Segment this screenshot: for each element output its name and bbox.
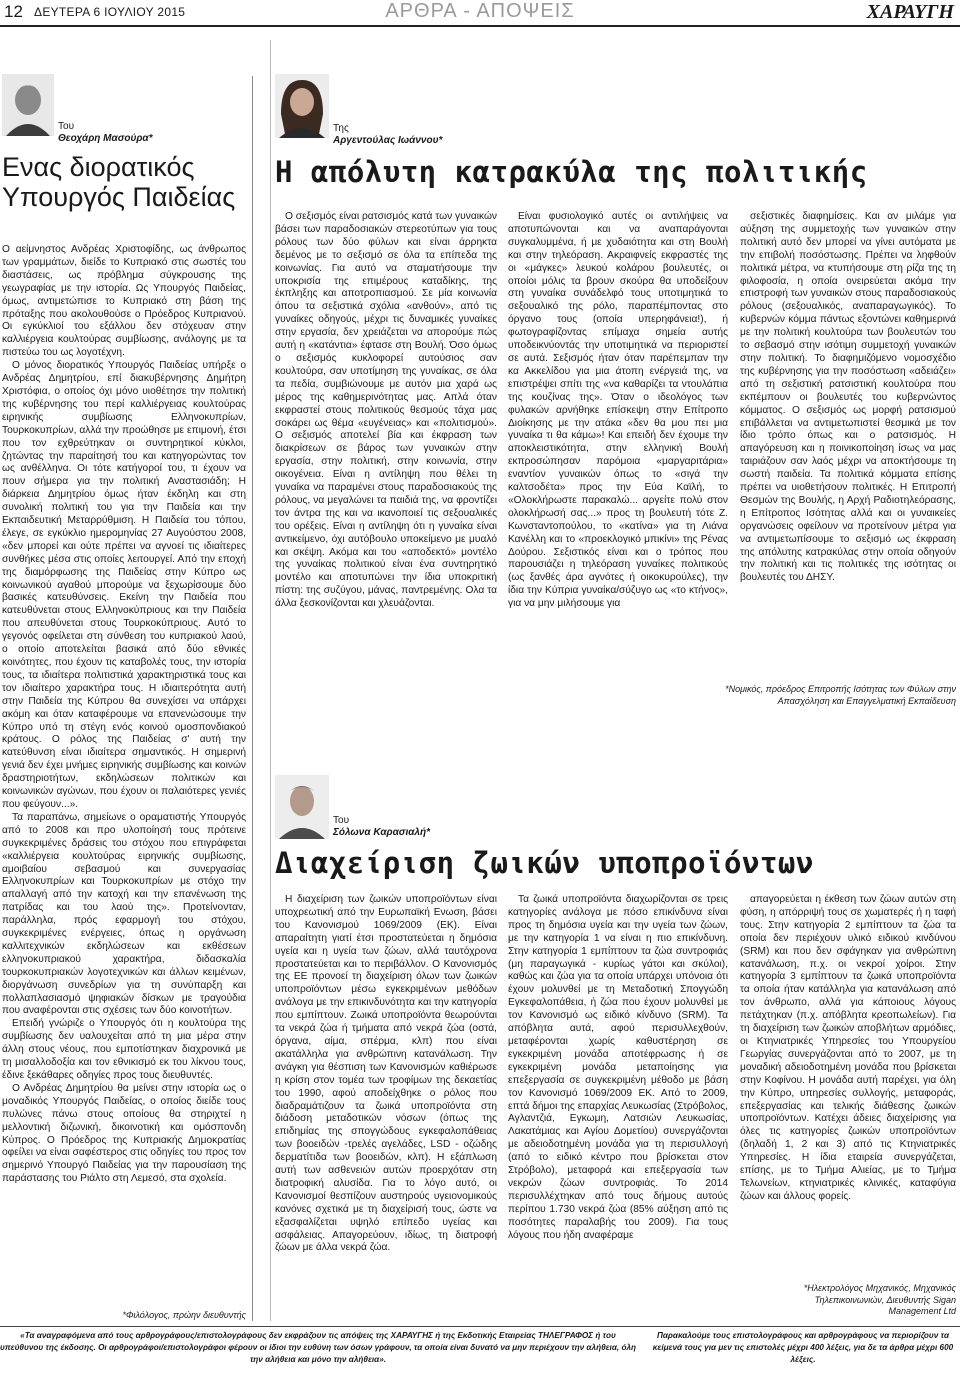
paragraph: Ο μόνος διορατικός Υπουργός Παιδείας υπήρξε ο Ανδρέας Δημητρίου, επί διακυβέρνησης Δημήτρη Χριστόφια, ο οποίος όχι μόνο υιοθέτησε την πολιτική της κυβέρνησης του περί καλλιέργειας κουλτούρας ειρηνικής συμβίωσης Ελληνοκυπρίων, Τουρκοκυπρίων, αλλά την προώθησε με επιμονή, έτσι που τον εχθρεύτηκαν οι συντηρητικοί κύκλοι, ζητώντας την παραίτησή του και κατηγορώντας τον ως ανθέλληνα. Οι τότε κατήγοροί του, τι έχουν να πουν σήμερα για την πολιτική Αναστασιάδη; Η διάρκεια Δημητρίου όμως ήταν έκδηλη και στη συνολική πολιτική του για την Παιδεία και την Εκπαιδευτική Μεταρρύθμιση. Η Παιδεία του τόπου, έλεγε, σε εγκύκλιο ημερομηνίας 27 Αυγούστου 2008, «δεν μπορεί και ούτε πρέπει να αγνοεί τις ιδιαίτερες συνθήκες μέσα στις οποίες λειτουργεί. Από την εποχή της διαμόρφωσης της Παιδείας στην Κύπρο ως κοινωνικού αγαθού μπορούμε να ξεχωρίσουμε δύο βασικές κατευθύνσεις. Εκείνη την Παιδεία που κατευθύνεται στους Ελληνοκύπριους και την Παιδεία που απευθύνεται στους Τουρκοκύπριους. Αυτό το γεγονός οφείλεται στη σύνθεση του κυπριακού λαού, ο οποίο αποτελείται βασικά από δύο εθνικές κοινότητες, που έχουν τις καταβολές τους, την ιστορία τους, τα ιδιαίτερα πολιτιστικά χαρακτηριστικά τους και τον ιδιαίτερο χαρακτήρα τους. Η ιδιαιτερότητα αυτή στην Παιδεία της Κύπρου θα συνεχίσει να υπάρχει ακόμη και όταν καταφέρουμε να επανενώσουμε την Κύπρο υπό τη στέγη ενός κοινού ομοσπονδιακού κράτους. Ο ρόλος της Παιδείας σ' αυτή την κατεύθυνση είναι ιδιαίτερα σημαντικός. Η σημερινή γενιά δεν έχει μνήμες ειρηνικής συμβίωσης και κοινών δραστηριοτήτων, εκδηλώσεων πολιτικών και κοινωνικών αγώνων, που έχουν οι παλαιότερες γενιές που φεύγουν...». xyxy=(2,360,246,810)
article-column xyxy=(508,211,728,716)
section-title: ΑΡΘΡΑ - ΑΠΟΨΕΙΣ xyxy=(385,0,575,22)
column-divider xyxy=(270,40,271,1321)
footer-request: Παρακαλούμε τους επιστολογράφους και αρθρογράφους να περιορίζουν τα κείμενά τους για μεν τις επιστολές μέχρι 400 λέξεις, για δε τα άρθρα μέχρι 600 λέξεις. xyxy=(652,1331,954,1364)
article-column xyxy=(275,894,497,1322)
paragraph: σεξιστικές διαφημίσεις. Και αν μιλάμε για αύξηση της συμμετοχής των γυναικών στην πολιτική αυτό δεν μπορεί να γίνει αυτόματα με την επιβολή ποσόστωσης. Πρέπει να ληφθούν πολιτικά μέτρα, να κτυπήσουμε στη ρίζα της τη φιλοφοσία, η οποία ονειρεύεται ακόμα την επιστροφή των γυναικών στους παραδοσιακούς ρόλους (σεξουαλικός, αναπαραγωγικός). Το κυβερνών κόμμα πάντως εξοντώνει καθημερινά με την πολιτική κουλτούρα των βουλευτών του το σεβασμό στην ισότιμη συμμετοχή γυναικών στην πολιτική. Το διαφημιζόμενο νομοσχέδιο της κυβέρνησης για την ποσόστωση «αδειάζει» από τη σεξιστική ρατσιστική κουλτούρα που εκπέμπουν οι βουλευτές του κυβερνώντος κόμματος. Ο σεξισμός ως μορφή ρατσισμού επιβάλλεται να αντιμετωπιστεί θεσμικά με τον ίδιο τρόπο όπως και ο ρατσισμός. Η απαγόρευση και η ποινικοποίηση ίσως να μας ταιριάζουν σαν λαός μέχρι να αποκτήσουμε τη σωστή παιδεία. Τα πολιτικά κόμματα επίσης πρέπει να υιοθετήσουν πολιτικές. Η Επιτροπή Θεσμών της Βουλής, η Αρχή Ραδιοτηλεόρασης, η Επίτροπος Ισότητας αλλά και οι γυναικείες οργανώσεις οφείλουν να προτείνουν μέτρα για να αντιμετωπίσουμε το σεξισμό ως έκφραση της απόλυτης κατρακύλας στην οποία οδηγούν την πολιτική και τις πολιτικές της ισότητας οι βουλευτές του ΔΗΣΥ. xyxy=(740,211,956,584)
paragraph: Τα ζωικά υποπροϊόντα διαχωρίζονται σε τρεις κατηγορίες ανάλογα με πόσο επικίνδυνα είναι προς τη δημόσια υγεία και την υγεία των ζώων, με την κατηγορία 1 να είναι η πιο επικίνδυνη. Στην κατηγορία 1 εμπίπτουν τα ζώα συντροφιάς (μη παραγωγικά - κυρίως γάτοι και σκύλοι), καθώς και ζώα για τα οποία υπάρχει υπόνοια ότι έχουν μολυνθεί με τη Μεταδοτική Σπογγώδη Εγκεφαλοπάθεια, ή ζώα που έχουν μολυνθεί με τον Κανονισμό ως ειδικό κίνδυνο (SRM). Τα απόβλητα αυτά, αφού περισυλλεχθούν, μεταφέρονται χωρίς καθυστέρηση σε εγκεκριμένη μονάδα αποτέφρωσης ή σε εγκεκριμένη μονάδα μεταποίησης για επεξεργασία σε συγκεκριμένη μέθοδο με βάση τον Κανονισμό 1069/2009 ΕΚ. Από το 2009, επτά δήμοι της επαρχίας Λευκωσίας (Στρόβολος, Αγλαντζιά, Εγκωμη, Λατσιών Λευκωσίας, Λακατάμιας και Αγίου Δομετίου) συνεργάζονται με αδειοδοτημένη μονάδα για τη περισυλλογή (από το ειδικό κέντρο που βρίσκεται στον Στρόβολο), μεταφορά και επεξεργασία των νεκρών ζώων συντροφιάς. Το 2014 περισυλλέχτηκαν από τους δήμους αυτούς περίπου 1.730 νεκρά ζώα (85% αύξηση από τις ποσότητες παραλαβής του 2009). Για τους λόγους που ήδη αναφέραμε xyxy=(508,894,728,1241)
article-column xyxy=(740,894,956,1282)
column-divider xyxy=(252,76,253,1321)
article-title: Διαχείριση ζωικών υποπροϊόντων xyxy=(275,846,814,880)
author-photo xyxy=(275,74,329,138)
author-name: Αργεντούλας Ιωάννου* xyxy=(333,135,443,146)
byline-prefix: Του xyxy=(58,121,75,132)
paragraph: Επειδή γνώριζε ο Υπουργός ότι η κουλτούρα της συμβίωσης δεν υαλουχείται από τη μια μέρα στην άλλη στους νέους, που εμποτίστηκαν διαχρονικά με τη μισαλλοδοξία και τον εθνικισμό εκ του λίκνου τους, έδινε ξεκάθαρες οδηγίες προς τους διευθυντές. xyxy=(2,1018,246,1081)
author-note: *Νομικός, πρόεδρος Επιτροπής Ισότητας των Φύλων στην Απασχόληση και Επαγγελματική Εκπαίδευση xyxy=(725,684,956,706)
byline-prefix: Της xyxy=(333,123,349,134)
article-column xyxy=(508,894,728,1322)
byline-prefix: Του xyxy=(333,815,350,826)
issue-date: ΔΕΥΤΕΡΑ 6 ΙΟΥΛΙΟΥ 2015 xyxy=(34,5,186,19)
article-body xyxy=(2,244,246,1324)
article-column xyxy=(740,211,956,676)
paragraph: Τα παραπάνω, σημείωνε ο οραματιστής Υπουργός από το 2008 και προ υλοποίησή τους πρότεινε συγκεκριμένες δράσεις του στόχου που επιγράφεται «καλλιέργεια κουλτούρας ειρηνικής συμβίωσης, αμοιβαίου σεβασμού και συνεργασίας Ελληνοκυπρίων και Τουρκοκυπρίων με στόχο την απαλλαγή από την κατοχή και την επανένωση της πατρίδας και του λαού της». Προτείνονταν, παράλληλα, πρός εφαρμογή του στόχου, συγκεκριμένες ενέργειες, όπως η οργάνωση καλλιτεχνικών εκδηλώσεων και εκθέσεων ελληνοκυπριακού χαρακτήρα, διδασκαλία τουρκοκυπριακών λογοτεχνικών και άλλων κειμένων, διοργάνωση συνεδρίων για τη συνύπαρξη και πολλαπλασιασμό ψηφιακών δίσκων με τραγούδια που αναφέρονται στις σχέσεις των δύο κοινοτήτων. xyxy=(2,811,246,1017)
footer-rule xyxy=(0,1326,960,1327)
newspaper-logo: ΧΑΡΑΥΓΗ xyxy=(866,1,954,23)
page-header xyxy=(0,0,960,26)
author-note: *Ηλεκτρολόγος Μηχανικός, Μηχανικός Τηλεπικοινωνιών, Διευθυντής Sigan Management Ltd xyxy=(803,1283,956,1316)
footer-disclaimer: «Τα αναγραφόμενα από τους αρθρογράφους/επιστολογράφους δεν εκφράζουν τις απόψεις της ΧΑΡΑΥΓΗΣ ή της Εκδοτικής Εταιρείας ΤΗΛΕΓΡΑΦΟΣ ή του υπεύθυνου της έκδοσης. Οι αρθρογράφοι/επιστολογράφοι φέρουν οι ίδιοι την ευθύνη των όσων γράφουν, τα οποία είναι δυνατό να μην περιέχουν την αλήθεια, όλη την αλήθεια και μόνο την αλήθεια». xyxy=(0,1331,637,1364)
paragraph: Είναι φυσιολογικό αυτές οι αντιλήψεις να αποτυπώνονται και να αναπαράγονται συγκαλυμμένα, ή με χυδαιότητα και στη Βουλή και στην τηλεόραση. Ακραιφνείς εκφραστές της οι «μάγκες» λευκού κολάρου βουλευτές, οι οποίοι μόλις τα βρουν σκούρα θα υποδείξουν στη γυναίκα συνάδελφό τους υποτιμητικά το σεξουαλικό της ρόλο, παραπέμποντας στο όργανο τους (οποία υπερηφάνεια!), ή φωτογραφίζοντας επίμαχα σημεία αυτής υποδεικνύοντάς την υποτιμητικά να περιοριστεί σε αυτά. Σεξισμός ήταν όταν παρέπεμπαν την κα Ακκελίδου για μια άτοπη ενέργειά της, να επιστρέψει σπίτι της «να καθαρίζει τα ντουλάπια της κουζίνας της». Όταν ο ιδεολόγος των φυλακών αρνήθηκε επίσκεψη στην Επίτροπο Διοίκησης με την ατάκα «δεν θα μου πει μια γυναίκα τι θα κάμω»! Και επειδή δεν έχουμε την αποκλειστικότητα, στην ελληνική Βουλή εκπροσώπησαν παρόμοια «μαργαριτάρια» εναντίον γυναικών όπως το «σιγά την καλτσοδέτα» προς την Εύα Καϊλή, το «Ολοκλήρωστε παρακαλώ... αργείτε πολύ στον ολοκλήρωσή σας...» προς τη βουλευτή τότε Ζ. Κωνσταντοπούλου, το «κατίνα» για τη Λιάνα Κανέλλη και το «προεκλογικό μπικίνι» της Ρένας Δούρου. Σεξιστικός είναι και ο τρόπος που παρουσιάζει η τηλεόραση γυναίκες πολιτικούς (ως ξανθές άρα αγνότες ή οικοκυρούλες), την ίδια την Κύπρια γυναίκα/σύζυγο ως «το κτήνος», για να μην μιλήσουμε για xyxy=(508,211,728,610)
author-name: Σόλωνα Καρασιαλή* xyxy=(333,827,430,838)
header-rule xyxy=(0,25,960,27)
paragraph: Ο σεξισμός είναι ρατσισμός κατά των γυναικών βάσει των παραδοσιακών στερεοτύπων για τους ρόλους των δύο φύλων και είναι άρρηκτα δεμένος με το σεξισμό σε όλα τα επίπεδα της κοινωνίας. Για αυτό να σταματήσουμε την υποκρισία της επιμέρους καταδίκης, της έκπληξης και αποτροπιασμού. Σε μία κοινωνία όπου τα σεξιστικά σχόλια «ανθούν», από τις γυναίκες οδηγούς, μέχρι τις δυναμικές γυναίκες στην εργασία, δεν χρειάζεται να απορούμε πώς αυτή η «κατάντια» έφτασε στη Βουλή. Όσο όμως ο σεξισμός κυκλοφορεί αυτούσιος σαν κουλτούρα, σαν υποτίμηση της γυναίκας, σε όλα τα πεδία, συμβιώνουμε με αυτόν μια χαρά ως μέρος της καθημερινότητας μας. Απλά όταν εκφραστεί στους πολιτικούς θεσμούς τάχα μας σοκάρει ως θέμα «ευγένειας» και «πολιτισμού». Ο σεξισμός αποτελεί βία και έκφραση των διακρίσεων σε βάρος των γυναικών στην εργασία, στην πολιτική, στην κοινωνία, στην οικογένεια. Είναι η αντίληψη που θέλει τη γυναίκα να παραμένει στους παραδοσιακούς της ρόλους, να μεγαλώνει τα παιδιά της, να φροντίζει τον άντρα της και να ικανοποιεί τις σεξουαλικές του ορέξεις. Είναι η αντίληψη ότι η γυναίκα είναι αντικείμενο, όχι αυτόβουλο υποκείμενο με μυαλό και σκέψη. Ακόμα και του «αποδεκτό» μοντέλο της γυναίκας πολιτικού είναι ένα συντηρητικό μοντέλο και αποτυπώνει την ίδια υποκριτική πίστη: της συζύγου, μάνας, παντρεμένης. Ολα τα άλλα ξεσκονίζονται και χλευάζονται. xyxy=(275,211,497,610)
author-note: *Φιλόλογος, πρώην διευθυντής xyxy=(122,1310,246,1320)
article-title: Η απόλυτη κατρακύλα της πολιτικής xyxy=(275,155,868,189)
author-photo xyxy=(275,775,329,839)
paragraph: απαγορεύεται η έκθεση των ζώων αυτών στη φύση, η απόρριψή τους σε χωματερές ή η ταφή τους. Στην κατηγορία 2 εμπίπτουν τα ζώα τα οποία δεν περιέχουν υλικό ειδικού κινδύνου (SRM) και που δεν σφάγηκαν για ανθρώπινη κατανάλωση, π.χ. οι νεκροί χοίροι. Στην κατηγορία 3 εμπίπτουν τα ζωικά υποπροϊόντα τα οποία ήταν κατάλληλα για κατανάλωση από τον άνθρωπο, αλλά για κάποιους λόγους πετάχτηκαν (π.χ. απόβλητα κρεοπωλείων). Για τη διαχείριση των ζωικών αποβλήτων αρμόδιες, οι Κτηνιατρικές Υπηρεσίες του Υπουργείου Γεωργίας συνεργάζονται από το 2007, με τη μοναδική αδειοδοτημένη μονάδα που βρίσκεται στην Κοφίνου. Η μονάδα αυτή παρέχει, για όλη την Κύπρο, υπηρεσίες συλλογής, μεταφοράς, επεξεργασίας και τελικής διάθεσης ζωικών υποπροϊόντων. Κατέχει άδειες διαχείρισης για όλες τις κατηγορίες ζωικών υποπροϊόντων (δηλαδή 1, 2 και 3) από τις Κτηνιατρικές Υπηρεσίες. Η ίδια εταιρεία συνεργάζεται, επίσης, με το Τμήμα Αλιείας, με το Τμήμα Τελωνείων, κτηνιατρικές κλινικές, καταφύγια ζώων και άλλους φορείς. xyxy=(740,894,956,1202)
page-number: 12 xyxy=(4,2,23,21)
paragraph: Η διαχείριση των ζωικών υποπροϊόντων είναι υποχρεωτική από την Ευρωπαϊκή Ενωση, βάσει του Κανονισμού 1069/2009 (ΕΚ). Είναι απαραίτητη γιατί έτσι προστατεύεται η δημόσια υγεία και η υγεία των ζώων, αλλά ταυτόχρονα προστατεύεται και το περιβάλλον. Ο Κανονισμός της ΕΕ προνοεί τη διαχείριση όλων των ζωικών υποπροϊόντων μέσω εγκεκριμένων μεθόδων ανάλογα με την επικινδυνότητα και την κατηγορία που εμπίπτουν. Ζωικά υποπροϊόντα θεωρούνται τα νεκρά ζώα ή τμήματα από νεκρά ζώα (οστά, όργανα, αίμα, σπέρμα, κλπ) που είναι ακατάλληλα για ανθρώπινη κατανάλωση. Την ανάγκη για θέσπιση των Κανονισμών καθιέρωσε η κρίση στον τομέα των τροφίμων της δεκαετίας του 1990, αφού αποδείχθηκε ο ρόλος που διαδραμάτιζουν τα ζωικά υποπροϊόντα στη διάδοση μεταδοτικών νόσων (όπως της επιδημίας της σπογγώδους εγκεφαλοπάθειας των βοοειδών -τρελές αγελάδες, LSD - οζώδης δερματίτιδα των βοοειδών, κλπ). Η εξάπλωση αυτή των ασθενειών αυτών προερχόταν στη διατροφική αλυσίδα. Για το λόγο αυτό, οι Κανονισμοί θεσπίζουν αυστηρούς υγειονομικούς κανόνες σχετικά με τη διαχείρισή τους, ώστε να εξασφαλίζεται υψηλό επίπεδο υγείας και ασφάλειας. Απαγορεύουν, ιδίως, τη διατροφή ζώων με άλλα νεκρά ζώα. xyxy=(275,894,497,1254)
article-title: Ενας διορατικός Υπουργός Παιδείας xyxy=(2,152,236,212)
article-lead: Ο αείμνηστος Ανδρέας Χριστοφίδης, ως άνθρωπος των γραμμάτων, διείδε το Κυπριακό στις σωστές του διαστάσεις, ως πρόβλημα σύγκρουσης της γεωγραφίας με την ιστορία. Ως Υπουργός Παιδείας, όμως, αντιμετώπισε το Κυπριακό στη βάση της πρόταξης που ακολουθούσε ο Πρόεδρος Κυπριανού. Οι εγκύκλιοί του εξάλλου δεν στόχευαν στην καλλιέργεια κουλτούρας συμβίωσης, ανάλογης με τα πιστεύω του ως λογοτέχνη. xyxy=(2,244,246,359)
author-photo xyxy=(2,74,54,136)
article-column xyxy=(275,211,497,716)
paragraph: Ο Ανδρέας Δημητρίου θα μείνει στην ιστορία ως ο μοναδικός Υπουργός Παιδείας, ο οποίος διείδε τους πυλώνες πάνω στους οποίους θα στηριχτεί η μελλοντική διζωνική, δικοινοτική και ομόσπονδη Κύπρος. Ο Πρόεδρος της Κυπριακής Δημοκρατίας οφείλει να είναι σαφέστερος στις οδηγίες του προς τον σημερινό Υπουργό Παιδείας για την παρουσίαση της παράστασης του Ριάλτο στη Λεμεσό, στα σχολεία. xyxy=(2,1082,246,1185)
author-name: Θεοχάρη Μασούρα* xyxy=(58,133,153,144)
